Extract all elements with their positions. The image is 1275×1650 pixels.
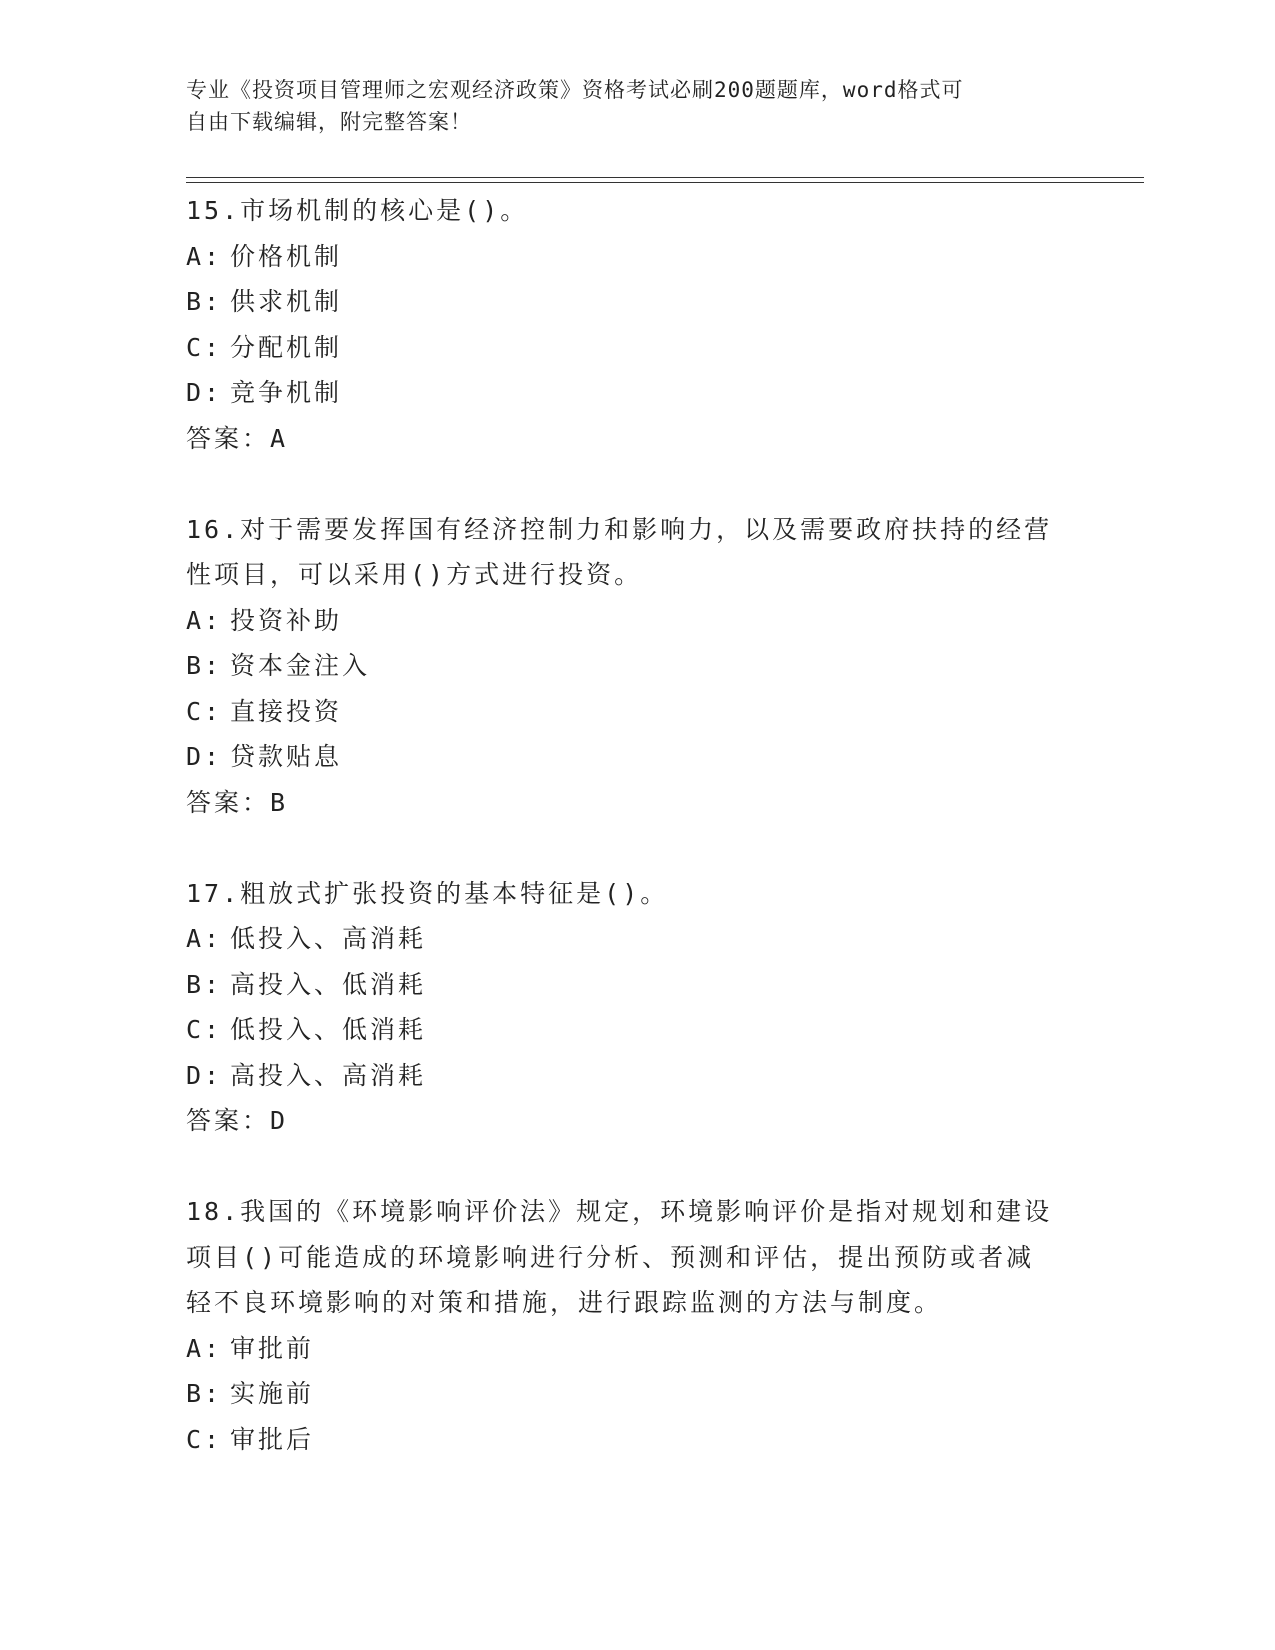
option-letter: B: (186, 969, 223, 999)
option-letter: C: (186, 696, 223, 726)
option-letter: C: (186, 1424, 223, 1454)
option-text: 审批前 (230, 1333, 315, 1363)
question-list (186, 188, 1066, 1462)
option-c (186, 689, 1066, 735)
option-letter: A: (186, 241, 223, 271)
question-stem (186, 507, 1066, 598)
question-16 (186, 507, 1066, 826)
option-text: 高投入、低消耗 (230, 969, 427, 999)
option-text: 竞争机制 (230, 378, 343, 407)
question-17 (186, 871, 1066, 1144)
spacer (186, 1144, 1066, 1190)
option-b (186, 279, 1066, 325)
option-text: 高投入、高消耗 (230, 1060, 427, 1090)
option-letter: B: (186, 1379, 223, 1408)
option-b (186, 962, 1066, 1008)
option-b (186, 643, 1066, 689)
answer-line: 答案：B (186, 787, 289, 817)
option-a (186, 598, 1066, 644)
option-text: 投资补助 (230, 605, 343, 635)
document-header (186, 74, 1066, 138)
header-divider (186, 182, 1144, 183)
option-d (186, 1053, 1066, 1099)
option-letter: D: (186, 378, 223, 407)
option-letter: A: (186, 605, 223, 635)
stem-line: 18.我国的《环境影响评价法》规定，环境影响评价是指对规划和建设 (186, 1197, 1053, 1226)
header-line: 专业《投资项目管理师之宏观经济政策》资格考试必刷200题题库，word格式可 (186, 78, 964, 102)
answer-line: 答案：A (186, 423, 289, 453)
option-text: 实施前 (230, 1379, 315, 1408)
option-letter: D: (186, 742, 223, 771)
option-d (186, 370, 1066, 416)
option-a (186, 1326, 1066, 1372)
option-text: 审批后 (230, 1424, 315, 1454)
question-stem (186, 1189, 1066, 1326)
spacer (186, 825, 1066, 871)
option-letter: A: (186, 924, 223, 953)
question-stem (186, 188, 1066, 234)
option-text: 分配机制 (230, 332, 343, 362)
header-divider (186, 177, 1144, 178)
option-c (186, 1007, 1066, 1053)
option-b (186, 1371, 1066, 1417)
option-text: 低投入、高消耗 (230, 924, 427, 953)
option-c (186, 1417, 1066, 1463)
option-a (186, 916, 1066, 962)
option-letter: C: (186, 1015, 223, 1044)
spacer (186, 461, 1066, 507)
option-text: 价格机制 (230, 241, 343, 271)
option-letter: B: (186, 651, 223, 680)
option-c (186, 325, 1066, 371)
option-text: 低投入、低消耗 (230, 1015, 427, 1044)
stem-line: 轻不良环境影响的对策和措施，进行跟踪监测的方法与制度。 (186, 1288, 943, 1317)
stem-line: 性项目，可以采用()方式进行投资。 (186, 560, 643, 589)
stem-line: 17.粗放式扩张投资的基本特征是()。 (186, 878, 669, 908)
stem-line: 16.对于需要发挥国有经济控制力和影响力，以及需要政府扶持的经营 (186, 514, 1053, 544)
question-stem (186, 871, 1066, 917)
answer-line: 答案：D (186, 1106, 289, 1135)
option-letter: D: (186, 1060, 223, 1090)
option-letter: B: (186, 287, 223, 316)
option-text: 贷款贴息 (230, 742, 343, 771)
option-a (186, 234, 1066, 280)
option-letter: A: (186, 1333, 223, 1363)
option-text: 资本金注入 (230, 651, 371, 680)
stem-line: 项目()可能造成的环境影响进行分析、预测和评估，提出预防或者减 (186, 1242, 1035, 1272)
header-line: 自由下载编辑，附完整答案！ (186, 110, 472, 134)
question-18 (186, 1189, 1066, 1462)
option-d (186, 734, 1066, 780)
question-15 (186, 188, 1066, 461)
option-text: 供求机制 (230, 287, 343, 316)
stem-line: 15.市场机制的核心是()。 (186, 196, 529, 225)
option-letter: C: (186, 332, 223, 362)
option-text: 直接投资 (230, 696, 343, 726)
